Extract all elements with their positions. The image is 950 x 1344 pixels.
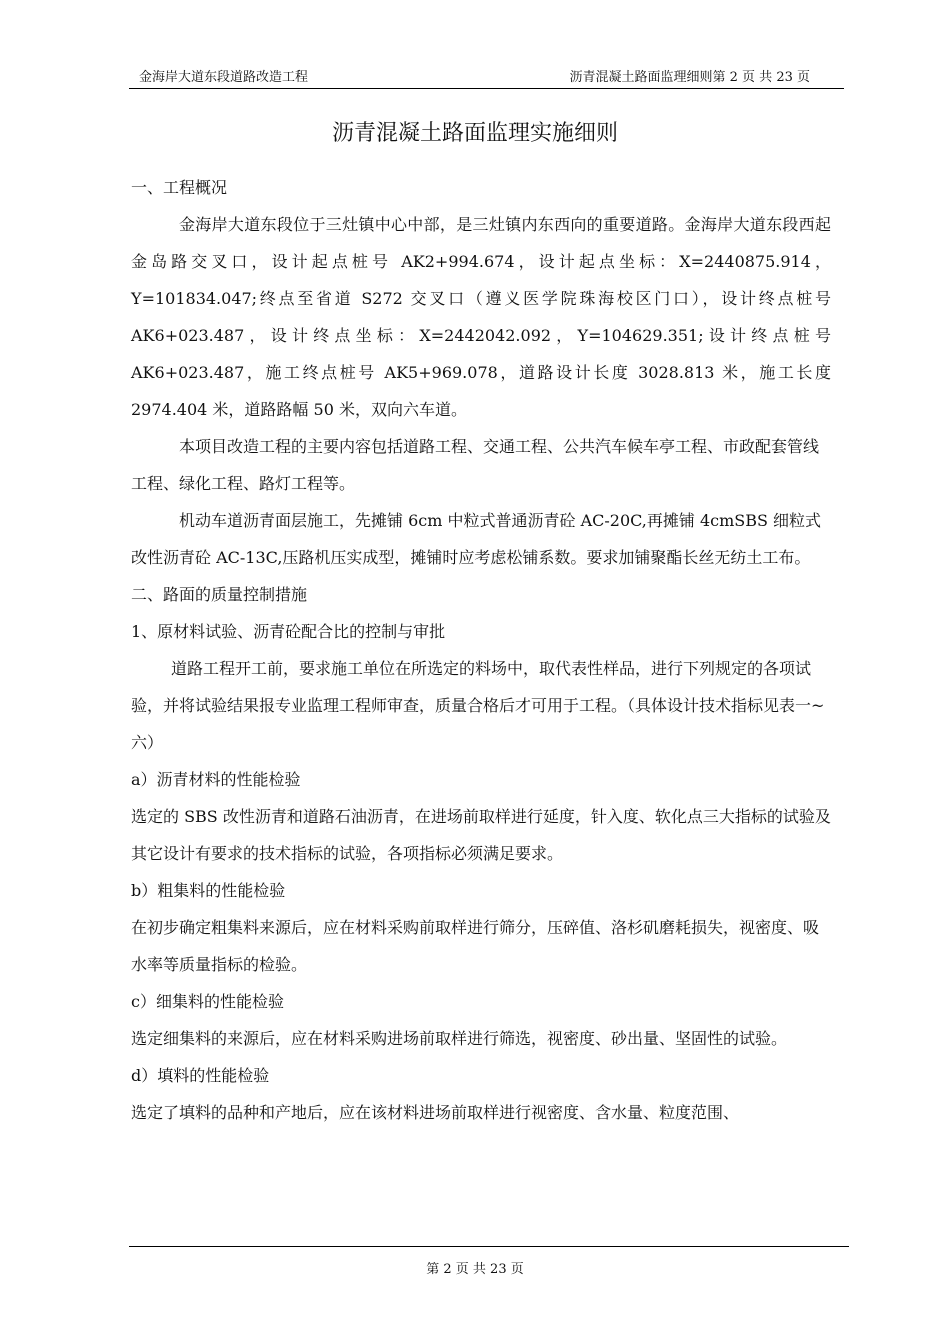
body-paragraph: 选定了填料的品种和产地后，应在该材料进场前取样进行视密度、含水量、粒度范围、 [131, 1103, 740, 1122]
footer-page-number: 第 2 页 共 23 页 [426, 1262, 524, 1277]
header-project-name: 金海岸大道东段道路改造工程 [139, 70, 309, 85]
body-paragraph: 道路工程开工前，要求施工单位在所选定的料场中，取代表性样品，进行下列规定的各项试验，并将试验结果报专业监理工程师审查，质量合格后才可用于工程。（具体设计技术指标见表一~六） [131, 659, 825, 752]
header-doc-page-info: 沥青混凝土路面监理细则第 2 页 共 23 页 [569, 70, 810, 85]
footer-divider [129, 1246, 849, 1247]
item-heading: c）细集料的性能检验 [131, 992, 284, 1011]
page-title: 沥青混凝土路面监理实施细则 [331, 121, 618, 146]
header-divider [129, 88, 844, 89]
item-heading: d）填料的性能检验 [131, 1066, 270, 1085]
section-heading: 二、路面的质量控制措施 [131, 585, 308, 604]
subsection-heading: 1、原材料试验、沥青砼配合比的控制与审批 [131, 622, 446, 641]
item-heading: a）沥青材料的性能检验 [131, 770, 301, 789]
body-paragraph: 选定的 SBS 改性沥青和道路石油沥青，在进场前取样进行延度，针入度、软化点三大指标的试验及其它设计有要求的技术指标的试验，各项指标必须满足要求。 [131, 807, 831, 863]
document-body [131, 169, 831, 1131]
body-paragraph: 在初步确定粗集料来源后，应在材料采购前取样进行筛分，压碎值、洛杉矶磨耗损失，视密度、吸水率等质量指标的检验。 [131, 918, 820, 974]
body-paragraph: 机动车道沥青面层施工，先摊铺 6cm 中粒式普通沥青砼 AC-20C,再摊铺 4cmSBS 细粒式改性沥青砼 AC-13C,压路机压实成型，摊铺时应考虑松铺系数。要求加铺聚酯长丝无纺土工布。 [131, 511, 822, 567]
body-paragraph: 金海岸大道东段位于三灶镇中心中部，是三灶镇内东西向的重要道路。金海岸大道东段西起金岛路交叉口，设计起点桩号 AK2+994.674，设计起点坐标：X=2440875.914，Y=101834.047;终点至省道 S272 交叉口（遵义医学院珠海校区门口），设计终点桩号 AK6+023.487，设计终点坐标：X=2442042.092，Y=104629.351;设计终点桩号 AK6+023.487，施工终点桩号 AK5+969.078，道路设计长度 3028.813 米，施工长度 2974.404 米，道路路幅 50 米，双向六车道。 [131, 215, 831, 419]
section-heading: 一、工程概况 [131, 178, 228, 197]
body-paragraph: 本项目改造工程的主要内容包括道路工程、交通工程、公共汽车候车亭工程、市政配套管线工程、绿化工程、路灯工程等。 [131, 437, 820, 493]
item-heading: b）粗集料的性能检验 [131, 881, 286, 900]
body-paragraph: 选定细集料的来源后，应在材料采购进场前取样进行筛选，视密度、砂出量、坚固性的试验。 [131, 1029, 788, 1048]
